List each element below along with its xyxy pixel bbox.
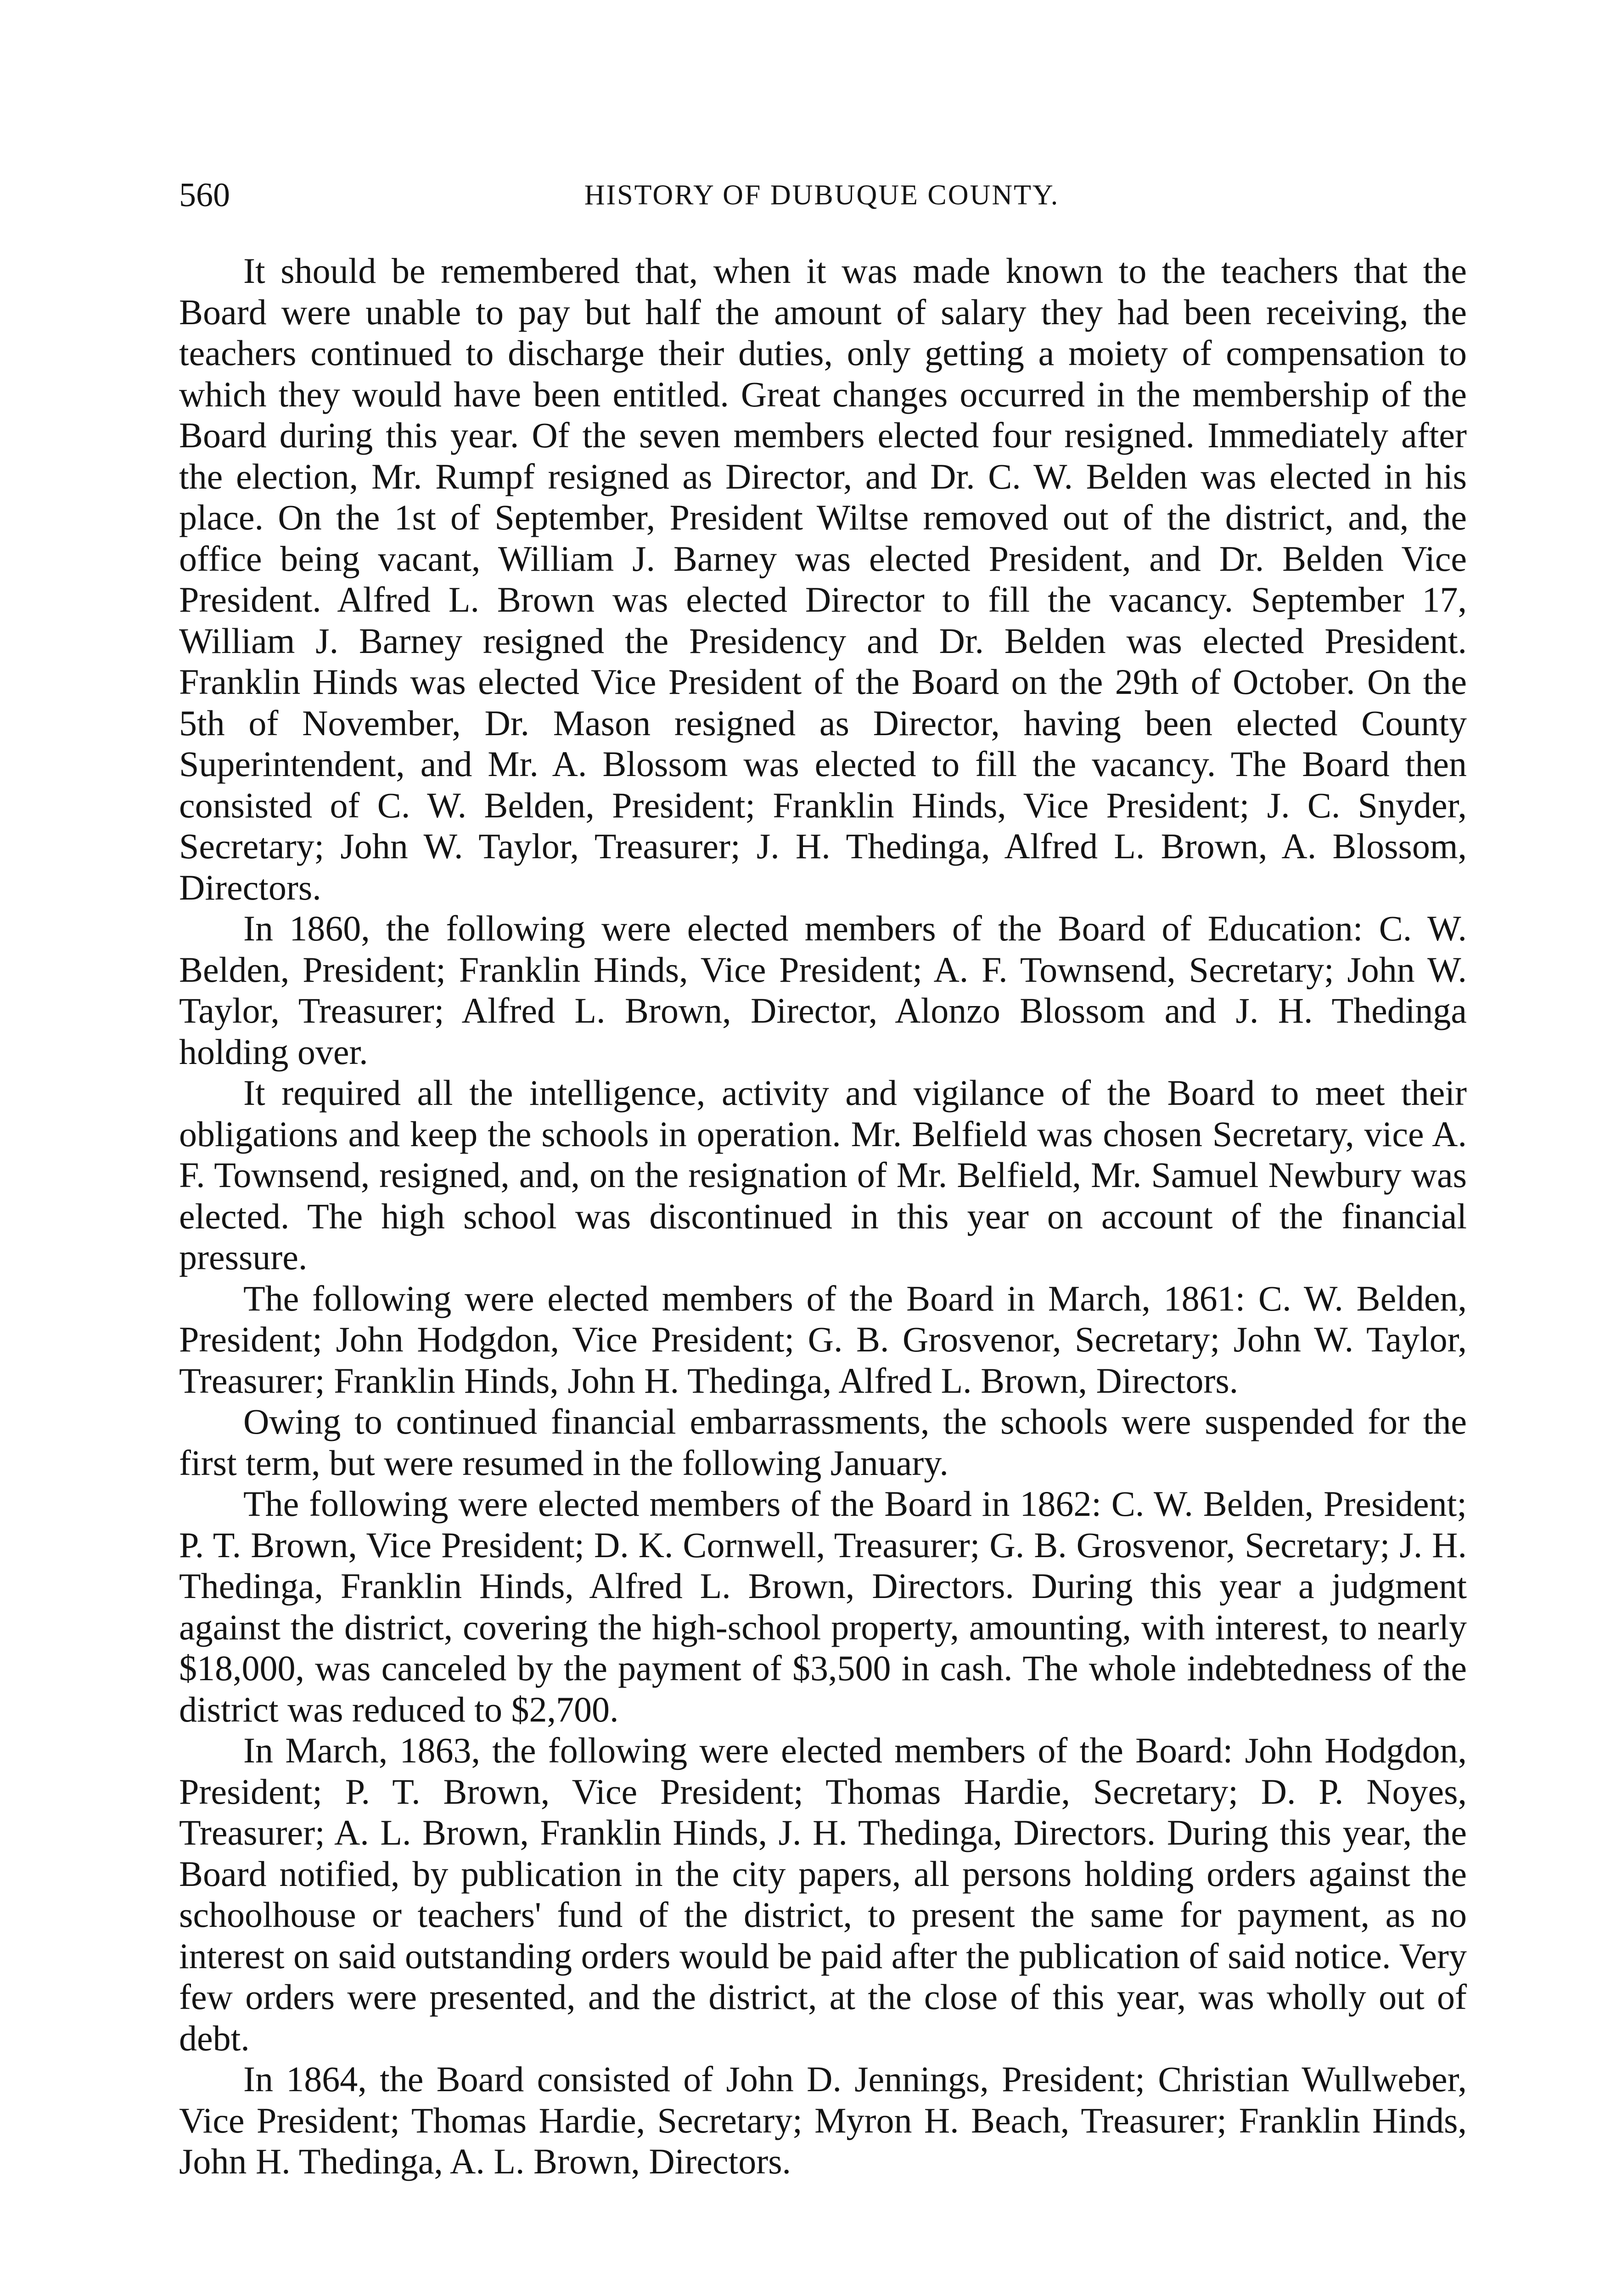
body-text [179,250,1467,2182]
paragraph-8: In 1864, the Board consisted of John D. Jennings, President; Christian Wullweber, Vice President; Thomas Hardie, Secretary; Myron H. Beach, Treasurer; Franklin Hinds, John H. Thedinga, A. L. Brown, Directors. [179,2059,1467,2181]
paragraph-1: It should be remembered that, when it was made known to the teachers that the Board were unable to pay but half the amount of salary they had been receiving, the teachers continued to discharge their duties, only getting a moiety of compensation to which they would have been entitled. Great changes occurred in the membership of the Board during this year. Of the seven members elected four resigned. Immediately after the election, Mr. Rumpf resigned as Director, and Dr. C. W. Belden was elected in his place. On the 1st of September, President Wiltse removed out of the district, and, the office being vacant, William J. Barney was elected President, and Dr. Belden Vice President. Alfred L. Brown was elected Director to fill the vacancy. September 17, William J. Barney resigned the Presidency and Dr. Belden was elected President. Franklin Hinds was elected Vice President of the Board on the 29th of October. On the 5th of November, Dr. Mason resigned as Director, having been elected County Superintendent, and Mr. A. Blossom was elected to fill the vacancy. The Board then consisted of C. W. Belden, President; Franklin Hinds, Vice President; J. C. Snyder, Secretary; John W. Taylor, Treasurer; J. H. Thedinga, Alfred L. Brown, A. Blossom, Directors. [179,251,1467,907]
running-header [179,174,1464,216]
paragraph-7: In March, 1863, the following were elected members of the Board: John Hodgdon, President; P. T. Brown, Vice President; Thomas Hardie, Secretary; D. P. Noyes, Treasurer; A. L. Brown, Franklin Hinds, J. H. Thedinga, Directors. During this year, the Board notified, by publication in the city papers, all persons holding orders against the schoolhouse or teachers' fund of the district, to present the same for payment, as no interest on said outstanding orders would be paid after the publication of said notice. Very few orders were presented, and the district, at the close of this year, was wholly out of debt. [179,1730,1467,2058]
paragraph-6: The following were elected members of the Board in 1862: C. W. Belden, President; P. T. Brown, Vice President; D. K. Cornwell, Treasurer; G. B. Grosvenor, Secretary; J. H. Thedinga, Franklin Hinds, Alfred L. Brown, Directors. During this year a judgment against the district, covering the high-school property, amounting, with interest, to nearly $18,000, was canceled by the payment of $3,500 in cash. The whole indebtedness of the district was reduced to $2,700. [179,1484,1467,1729]
page-number: 560 [179,176,230,214]
running-title: HISTORY OF DUBUQUE COUNTY. [584,180,1060,211]
paragraph-2: In 1860, the following were elected members of the Board of Education: C. W. Belden, President; Franklin Hinds, Vice President; A. F. Townsend, Secretary; John W. Taylor, Treasurer; Alfred L. Brown, Director, Alonzo Blossom and J. H. Thedinga holding over. [179,908,1467,1072]
paragraph-4: The following were elected members of the Board in March, 1861: C. W. Belden, President; John Hodgdon, Vice President; G. B. Grosvenor, Secretary; John W. Taylor, Treasurer; Franklin Hinds, John H. Thedinga, Alfred L. Brown, Directors. [179,1278,1467,1401]
paragraph-3: It required all the intelligence, activity and vigilance of the Board to meet their obligations and keep the schools in operation. Mr. Belfield was chosen Secretary, vice A. F. Townsend, resigned, and, on the resignation of Mr. Belfield, Mr. Samuel Newbury was elected. The high school was discontinued in this year on account of the financial pressure. [179,1073,1467,1277]
paragraph-5: Owing to continued financial embarrassments, the schools were suspended for the first term, but were resumed in the following January. [179,1401,1467,1483]
